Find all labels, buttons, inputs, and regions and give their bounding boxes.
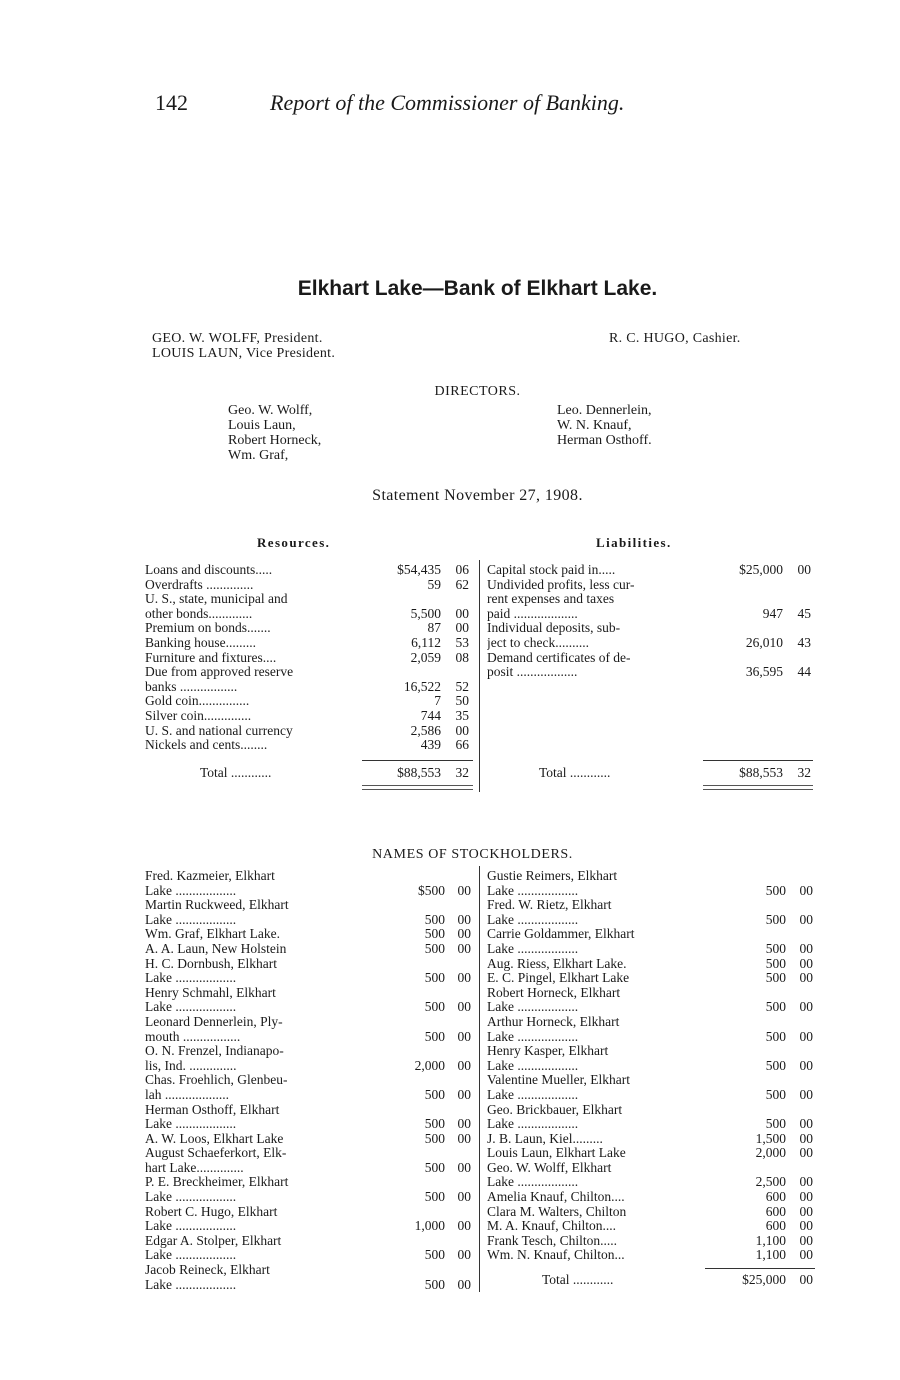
row-label: P. E. Breckheimer, Elkhart <box>145 1175 289 1190</box>
stockholder-row <box>487 1044 814 1059</box>
row-cents: 53 <box>455 634 469 650</box>
row-label: Lake .................. <box>145 1248 237 1263</box>
stockholder-row <box>487 1015 814 1030</box>
resources-table <box>145 563 475 753</box>
row-label: Lake .................. <box>487 1029 579 1044</box>
stockholder-row <box>487 942 814 957</box>
stockholder-row <box>487 1205 814 1220</box>
row-dollars: 500 <box>765 940 786 956</box>
row-label: U. S., state, municipal and <box>145 592 288 607</box>
row-label: M. A. Knauf, Chilton.... <box>487 1219 617 1234</box>
stockholder-row <box>487 898 814 913</box>
row-label: Demand certificates of de- <box>487 650 631 665</box>
stockholder-row <box>487 1190 814 1205</box>
row-dollars: 600 <box>765 1189 786 1205</box>
row-dollars: 500 <box>424 926 445 942</box>
row-label: Valentine Mueller, Elkhart <box>487 1073 631 1088</box>
row-label: other bonds............. <box>145 606 253 621</box>
row-label: Loans and discounts..... <box>145 563 273 577</box>
row-dollars: 500 <box>424 1130 445 1146</box>
row-dollars: 500 <box>424 999 445 1015</box>
row-label: Jacob Reineck, Elkhart <box>145 1263 270 1278</box>
liability-row <box>487 665 814 680</box>
row-cents: 00 <box>799 940 813 956</box>
directors-left <box>228 403 321 463</box>
row-label: lah ................... <box>145 1087 229 1102</box>
resource-row <box>145 563 475 578</box>
row-label: Edgar A. Stolper, Elkhart <box>145 1233 282 1248</box>
stockholder-row <box>145 869 475 884</box>
row-dollars: 500 <box>424 940 445 956</box>
stockholder-row <box>145 986 475 1001</box>
resource-row <box>145 665 475 680</box>
liability-row <box>487 607 814 622</box>
row-label: Lake .................. <box>487 941 579 956</box>
resources-total-row <box>145 766 475 781</box>
row-cents: 43 <box>797 634 811 650</box>
stockholder-row <box>487 927 814 942</box>
director-name: Herman Osthoff. <box>557 433 652 448</box>
liabilities-sum-rule <box>703 760 813 761</box>
row-label: Capital stock paid in..... <box>487 563 616 577</box>
stockholder-row <box>487 1000 814 1015</box>
stockholder-row <box>487 1059 814 1074</box>
liability-row <box>487 636 814 651</box>
row-cents: 00 <box>457 1218 471 1234</box>
stockholder-row <box>145 1000 475 1015</box>
row-cents: 06 <box>455 562 469 577</box>
row-dollars: 500 <box>424 970 445 986</box>
row-label: Gustie Reimers, Elkhart <box>487 869 618 883</box>
row-dollars: 744 <box>420 707 441 723</box>
row-label: rent expenses and taxes <box>487 592 615 607</box>
row-label: Lake .................. <box>145 883 237 898</box>
row-label: Amelia Knauf, Chilton.... <box>487 1190 625 1205</box>
liabilities-table <box>487 563 814 680</box>
row-cents: 32 <box>455 765 469 780</box>
stockholder-row <box>487 1248 814 1263</box>
row-dollars: 5,500 <box>410 605 441 621</box>
row-cents: 00 <box>457 1116 471 1132</box>
row-cents: 00 <box>799 1086 813 1102</box>
row-label: Lake .................. <box>145 971 237 986</box>
row-dollars: 7 <box>434 693 441 709</box>
stockholders-sum-rule <box>705 1268 815 1269</box>
stockholders-total-row <box>487 1273 814 1288</box>
row-label: Frank Tesch, Chilton..... <box>487 1233 618 1248</box>
row-dollars: 500 <box>424 1247 445 1263</box>
row-label: Lake .................. <box>487 1058 579 1073</box>
row-dollars: 1,500 <box>755 1130 786 1146</box>
liabilities-total-row <box>487 766 814 781</box>
row-dollars: 2,586 <box>410 722 441 738</box>
row-cents: 00 <box>457 1189 471 1205</box>
stockholder-row <box>487 1073 814 1088</box>
liability-row <box>487 563 814 578</box>
row-label: Silver coin.............. <box>145 708 252 723</box>
row-label: Herman Osthoff, Elkhart <box>145 1102 280 1117</box>
stockholder-row <box>145 1088 475 1103</box>
statement-title: Statement November 27, 1908. <box>372 487 583 504</box>
resource-row <box>145 724 475 739</box>
row-label: paid ................... <box>487 606 578 621</box>
row-label: Aug. Riess, Elkhart Lake. <box>487 956 627 971</box>
row-cents: 00 <box>457 911 471 927</box>
directors-right <box>557 403 652 448</box>
stockholder-row <box>145 1205 475 1220</box>
stockholder-row <box>487 957 814 972</box>
bank-title: Elkhart Lake—Bank of Elkhart Lake. <box>297 277 658 300</box>
resources-heading: Resources. <box>257 535 331 550</box>
row-label: Henry Kasper, Elkhart <box>487 1044 609 1059</box>
row-label: Louis Laun, Elkhart Lake <box>487 1146 626 1161</box>
row-cents: 62 <box>455 576 469 592</box>
row-dollars: 2,000 <box>414 1057 445 1073</box>
row-label: Lake .................. <box>487 1000 579 1015</box>
row-label: A. A. Laun, New Holstein <box>145 941 287 956</box>
row-cents: 00 <box>799 970 813 986</box>
stockholder-row <box>487 1161 814 1176</box>
stockholder-row <box>487 884 814 899</box>
row-cents: 00 <box>457 970 471 986</box>
director-name: Leo. Dennerlein, <box>557 403 652 418</box>
stockholder-row <box>145 971 475 986</box>
stockholder-row <box>145 1175 475 1190</box>
row-dollars: 500 <box>765 970 786 986</box>
row-label: Clara M. Walters, Chilton <box>487 1204 627 1219</box>
stockholders-left <box>145 869 475 1292</box>
row-cents: 00 <box>799 1247 813 1263</box>
row-dollars: 87 <box>427 620 441 636</box>
row-cents: 00 <box>457 1130 471 1146</box>
stockholder-row <box>145 1059 475 1074</box>
row-cents: 00 <box>799 1057 813 1073</box>
liabilities-heading: Liabilities. <box>596 535 672 550</box>
row-dollars: 500 <box>424 1086 445 1102</box>
row-cents: 00 <box>799 1272 813 1287</box>
liability-row <box>487 578 814 593</box>
row-label: Undivided profits, less cur- <box>487 577 635 592</box>
row-cents: 00 <box>799 882 813 898</box>
director-name: Geo. W. Wolff, <box>228 403 313 418</box>
stockholder-row <box>145 957 475 972</box>
row-cents: 00 <box>799 1218 813 1234</box>
row-label: Martin Ruckweed, Elkhart <box>145 898 289 913</box>
row-label: Leonard Dennerlein, Ply- <box>145 1014 283 1029</box>
stockholder-row <box>145 1263 475 1278</box>
row-dollars: 500 <box>424 1116 445 1132</box>
row-cents: 00 <box>797 562 811 577</box>
row-cents: 00 <box>799 1203 813 1219</box>
row-label: Premium on bonds....... <box>145 621 271 636</box>
row-dollars: 36,595 <box>745 664 783 680</box>
stockholder-row <box>145 942 475 957</box>
row-label: Banking house......... <box>145 635 256 650</box>
director-name: W. N. Knauf, <box>557 418 632 433</box>
row-label: J. B. Laun, Kiel......... <box>487 1131 603 1146</box>
stockholder-row <box>145 1248 475 1263</box>
row-dollars: 2,000 <box>755 1145 786 1161</box>
row-cents: 32 <box>797 765 811 780</box>
row-cents: 00 <box>457 1086 471 1102</box>
running-title: Report of the Commissioner of Banking. <box>270 90 625 115</box>
stockholder-row <box>487 869 814 884</box>
row-dollars: 2,059 <box>410 649 441 665</box>
row-cents: 00 <box>457 940 471 956</box>
resource-row <box>145 680 475 695</box>
stockholders-divider <box>479 866 480 1292</box>
row-label: ject to check.......... <box>487 635 589 650</box>
resources-total <box>145 766 475 781</box>
resource-row <box>145 694 475 709</box>
officer-cashier: R. C. HUGO, Cashier. <box>609 331 741 346</box>
row-dollars: 16,522 <box>403 678 441 694</box>
row-cents: 00 <box>799 999 813 1015</box>
row-cents: 00 <box>457 1276 471 1292</box>
row-dollars: 500 <box>765 1116 786 1132</box>
row-label: Total ............ <box>542 1273 614 1287</box>
stockholder-row <box>487 1103 814 1118</box>
row-label: Fred. Kazmeier, Elkhart <box>145 869 275 883</box>
row-cents: 00 <box>799 911 813 927</box>
row-label: Lake .................. <box>487 1117 579 1132</box>
row-dollars: $88,553 <box>397 765 441 780</box>
row-label: Wm. N. Knauf, Chilton... <box>487 1248 625 1263</box>
row-cents: 00 <box>457 1028 471 1044</box>
row-label: Chas. Froehlich, Glenbeu- <box>145 1073 288 1088</box>
row-dollars: 439 <box>420 737 441 753</box>
stockholder-row <box>145 898 475 913</box>
row-dollars: 500 <box>765 882 786 898</box>
stockholder-row <box>145 1030 475 1045</box>
row-label: Lake .................. <box>145 1000 237 1015</box>
row-label: August Schaeferkort, Elk- <box>145 1146 287 1161</box>
row-cents: 00 <box>799 1174 813 1190</box>
stockholder-row <box>487 1030 814 1045</box>
resource-row <box>145 578 475 593</box>
stockholder-row <box>145 927 475 942</box>
stockholders-right <box>487 869 814 1263</box>
row-label: Arthur Horneck, Elkhart <box>487 1014 620 1029</box>
stockholder-row <box>487 1234 814 1249</box>
directors-heading: DIRECTORS. <box>434 384 521 399</box>
liabilities-total <box>487 766 814 781</box>
row-dollars: 500 <box>765 955 786 971</box>
row-label: Individual deposits, sub- <box>487 621 621 636</box>
stockholder-row <box>145 1219 475 1234</box>
stockholder-row <box>487 1132 814 1147</box>
resources-sum-rule <box>362 760 473 761</box>
row-dollars: $25,000 <box>742 1272 786 1287</box>
stockholder-row <box>487 913 814 928</box>
stockholder-row <box>145 1073 475 1088</box>
row-cents: 00 <box>799 1130 813 1146</box>
stockholder-row <box>145 1044 475 1059</box>
stockholder-row <box>145 884 475 899</box>
row-label: Fred. W. Rietz, Elkhart <box>487 898 612 913</box>
stockholder-row <box>145 1117 475 1132</box>
row-cents: 00 <box>455 620 469 636</box>
stockholder-row <box>487 971 814 986</box>
statement-divider <box>479 560 480 792</box>
row-dollars: 500 <box>424 1276 445 1292</box>
stockholder-row <box>145 1278 475 1293</box>
row-cents: 00 <box>799 1232 813 1248</box>
row-label: Gold coin............... <box>145 694 250 709</box>
row-label: posit .................. <box>487 665 578 680</box>
stockholder-row <box>487 1175 814 1190</box>
resource-row <box>145 709 475 724</box>
row-dollars: 500 <box>765 1086 786 1102</box>
stockholder-row <box>487 1088 814 1103</box>
director-name: Louis Laun, <box>228 418 296 433</box>
row-label: O. N. Frenzel, Indianapo- <box>145 1044 284 1059</box>
row-cents: 00 <box>457 999 471 1015</box>
page-number: 142 <box>155 90 188 115</box>
row-label: Wm. Graf, Elkhart Lake. <box>145 927 280 942</box>
row-cents: 00 <box>457 1159 471 1175</box>
row-cents: 50 <box>455 693 469 709</box>
row-dollars: 59 <box>427 576 441 592</box>
row-dollars: 500 <box>424 911 445 927</box>
resources-total-double-rule <box>362 785 473 790</box>
row-label: Lake .................. <box>145 1277 237 1292</box>
row-cents: 00 <box>457 926 471 942</box>
row-label: hart Lake.............. <box>145 1160 244 1175</box>
row-label: Lake .................. <box>145 1190 237 1205</box>
row-cents: 45 <box>797 605 811 621</box>
row-label: Lake .................. <box>487 1175 579 1190</box>
stockholder-row <box>145 1103 475 1118</box>
liability-row <box>487 621 814 636</box>
row-label: Lake .................. <box>145 912 237 927</box>
row-cents: 66 <box>455 737 469 753</box>
row-dollars: $88,553 <box>739 765 783 780</box>
officer-president: GEO. W. WOLFF, President. <box>152 331 323 346</box>
row-label: mouth ................. <box>145 1029 241 1044</box>
row-cents: 00 <box>455 605 469 621</box>
row-dollars: 26,010 <box>745 634 783 650</box>
row-label: Due from approved reserve <box>145 665 294 680</box>
row-dollars: 500 <box>765 999 786 1015</box>
officer-vice-president: LOUIS LAUN, Vice President. <box>152 346 336 361</box>
row-label: Carrie Goldammer, Elkhart <box>487 927 635 942</box>
row-label: Total ............ <box>539 766 611 780</box>
row-cents: 35 <box>455 707 469 723</box>
liability-row <box>487 592 814 607</box>
row-dollars: $500 <box>418 882 445 898</box>
resource-row <box>145 621 475 636</box>
row-dollars: 6,112 <box>411 634 441 650</box>
stockholder-row <box>145 1146 475 1161</box>
stockholder-row <box>487 1146 814 1161</box>
row-cents: 52 <box>455 678 469 694</box>
row-dollars: 1,100 <box>755 1247 786 1263</box>
row-label: Henry Schmahl, Elkhart <box>145 985 276 1000</box>
row-dollars: 500 <box>424 1159 445 1175</box>
resource-row <box>145 607 475 622</box>
stockholder-row <box>145 1190 475 1205</box>
row-cents: 00 <box>457 882 471 898</box>
row-dollars: 500 <box>765 1057 786 1073</box>
director-name: Wm. Graf, <box>228 448 289 463</box>
row-cents: 00 <box>799 955 813 971</box>
row-label: Furniture and fixtures.... <box>145 650 277 665</box>
row-cents: 08 <box>455 649 469 665</box>
director-name: Robert Horneck, <box>228 433 322 448</box>
row-cents: 00 <box>799 1189 813 1205</box>
resource-row <box>145 592 475 607</box>
row-dollars: 500 <box>765 1028 786 1044</box>
row-label: U. S. and national currency <box>145 723 293 738</box>
row-cents: 00 <box>457 1057 471 1073</box>
stockholder-row <box>487 986 814 1001</box>
row-label: Lake .................. <box>145 1219 237 1234</box>
officers-left <box>152 331 335 361</box>
row-label: lis, Ind. .............. <box>145 1058 237 1073</box>
row-cents: 00 <box>455 722 469 738</box>
row-label: A. W. Loos, Elkhart Lake <box>145 1131 284 1146</box>
row-dollars: $25,000 <box>739 562 783 577</box>
row-cents: 00 <box>799 1145 813 1161</box>
row-dollars: 500 <box>765 911 786 927</box>
stockholder-row <box>145 1132 475 1147</box>
stockholders-total <box>487 1273 814 1288</box>
resource-row <box>145 738 475 753</box>
row-dollars: $54,435 <box>397 562 441 577</box>
stockholder-row <box>145 1234 475 1249</box>
row-label: Lake .................. <box>487 1087 579 1102</box>
row-label: Lake .................. <box>145 1117 237 1132</box>
row-label: Geo. Brickbauer, Elkhart <box>487 1102 623 1117</box>
row-cents: 44 <box>797 664 811 680</box>
stockholder-row <box>145 1015 475 1030</box>
row-label: Lake .................. <box>487 883 579 898</box>
row-dollars: 500 <box>424 1189 445 1205</box>
row-dollars: 2,500 <box>755 1174 786 1190</box>
row-dollars: 600 <box>765 1203 786 1219</box>
row-cents: 00 <box>799 1116 813 1132</box>
resource-row <box>145 636 475 651</box>
liabilities-total-double-rule <box>703 785 813 790</box>
row-dollars: 947 <box>762 605 783 621</box>
row-label: E. C. Pingel, Elkhart Lake <box>487 971 630 986</box>
row-label: Total ............ <box>200 766 272 780</box>
stockholder-row <box>145 913 475 928</box>
row-label: Geo. W. Wolff, Elkhart <box>487 1160 612 1175</box>
row-dollars: 600 <box>765 1218 786 1234</box>
resource-row <box>145 651 475 666</box>
liability-row <box>487 651 814 666</box>
row-cents: 00 <box>457 1247 471 1263</box>
row-cents: 00 <box>799 1028 813 1044</box>
row-dollars: 1,000 <box>414 1218 445 1234</box>
row-label: H. C. Dornbush, Elkhart <box>145 956 277 971</box>
row-label: Robert C. Hugo, Elkhart <box>145 1204 278 1219</box>
row-label: Lake .................. <box>487 912 579 927</box>
stockholder-row <box>145 1161 475 1176</box>
row-dollars: 1,100 <box>755 1232 786 1248</box>
stockholder-row <box>487 1117 814 1132</box>
stockholder-row <box>487 1219 814 1234</box>
row-label: Robert Horneck, Elkhart <box>487 985 621 1000</box>
row-dollars: 500 <box>424 1028 445 1044</box>
row-label: Overdrafts .............. <box>145 577 254 592</box>
stockholders-heading: NAMES OF STOCKHOLDERS. <box>372 847 573 862</box>
row-label: banks ................. <box>145 679 238 694</box>
row-label: Nickels and cents........ <box>145 738 268 753</box>
